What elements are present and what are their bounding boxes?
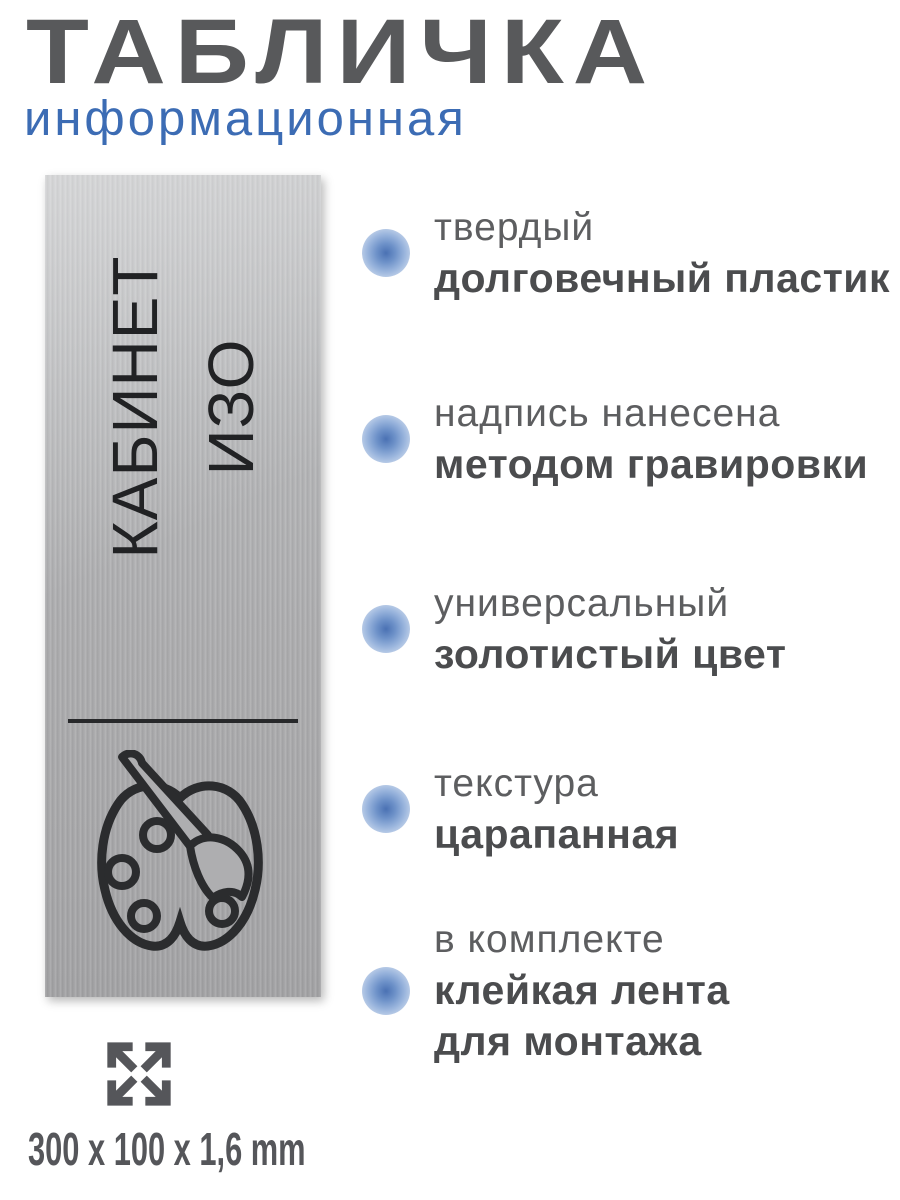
feature-line: долговечный пластик [434, 255, 891, 301]
expand-arrows-icon [101, 1036, 177, 1112]
bullet-dot-icon [362, 785, 410, 833]
feature-item-material [362, 202, 890, 304]
plate-engraved-line2: ИЗО [195, 338, 267, 476]
feature-line: в комплекте [434, 918, 665, 961]
bullet-dot-icon [362, 605, 410, 653]
paint-palette-icon [92, 750, 274, 960]
page-subtitle: информационная [24, 92, 467, 146]
feature-line: царапанная [434, 811, 680, 857]
plate-divider-line [68, 719, 298, 723]
bullet-dot-icon [362, 229, 410, 277]
feature-item-mounting [362, 914, 730, 1067]
feature-line: текстура [434, 762, 599, 805]
feature-line: надпись нанесена [434, 392, 781, 435]
feature-line: золотистый цвет [434, 631, 787, 677]
feature-line: методом гравировки [434, 441, 869, 487]
feature-line: для монтажа [434, 1018, 702, 1064]
metal-sign-plate [45, 175, 321, 997]
plate-engraved-text [87, 256, 279, 559]
dimensions-label: 300 x 100 x 1,6 mm [28, 1123, 306, 1175]
plate-engraved-line1: КАБИНЕТ [99, 255, 171, 559]
page-title: ТАБЛИЧКА [26, 1, 657, 103]
feature-item-color [362, 578, 786, 680]
feature-line: твердый [434, 206, 595, 249]
feature-line: универсальный [434, 582, 730, 625]
feature-line: клейкая лента [434, 967, 730, 1013]
feature-item-engraving [362, 388, 868, 490]
bullet-dot-icon [362, 967, 410, 1015]
feature-item-texture [362, 758, 679, 860]
bullet-dot-icon [362, 415, 410, 463]
